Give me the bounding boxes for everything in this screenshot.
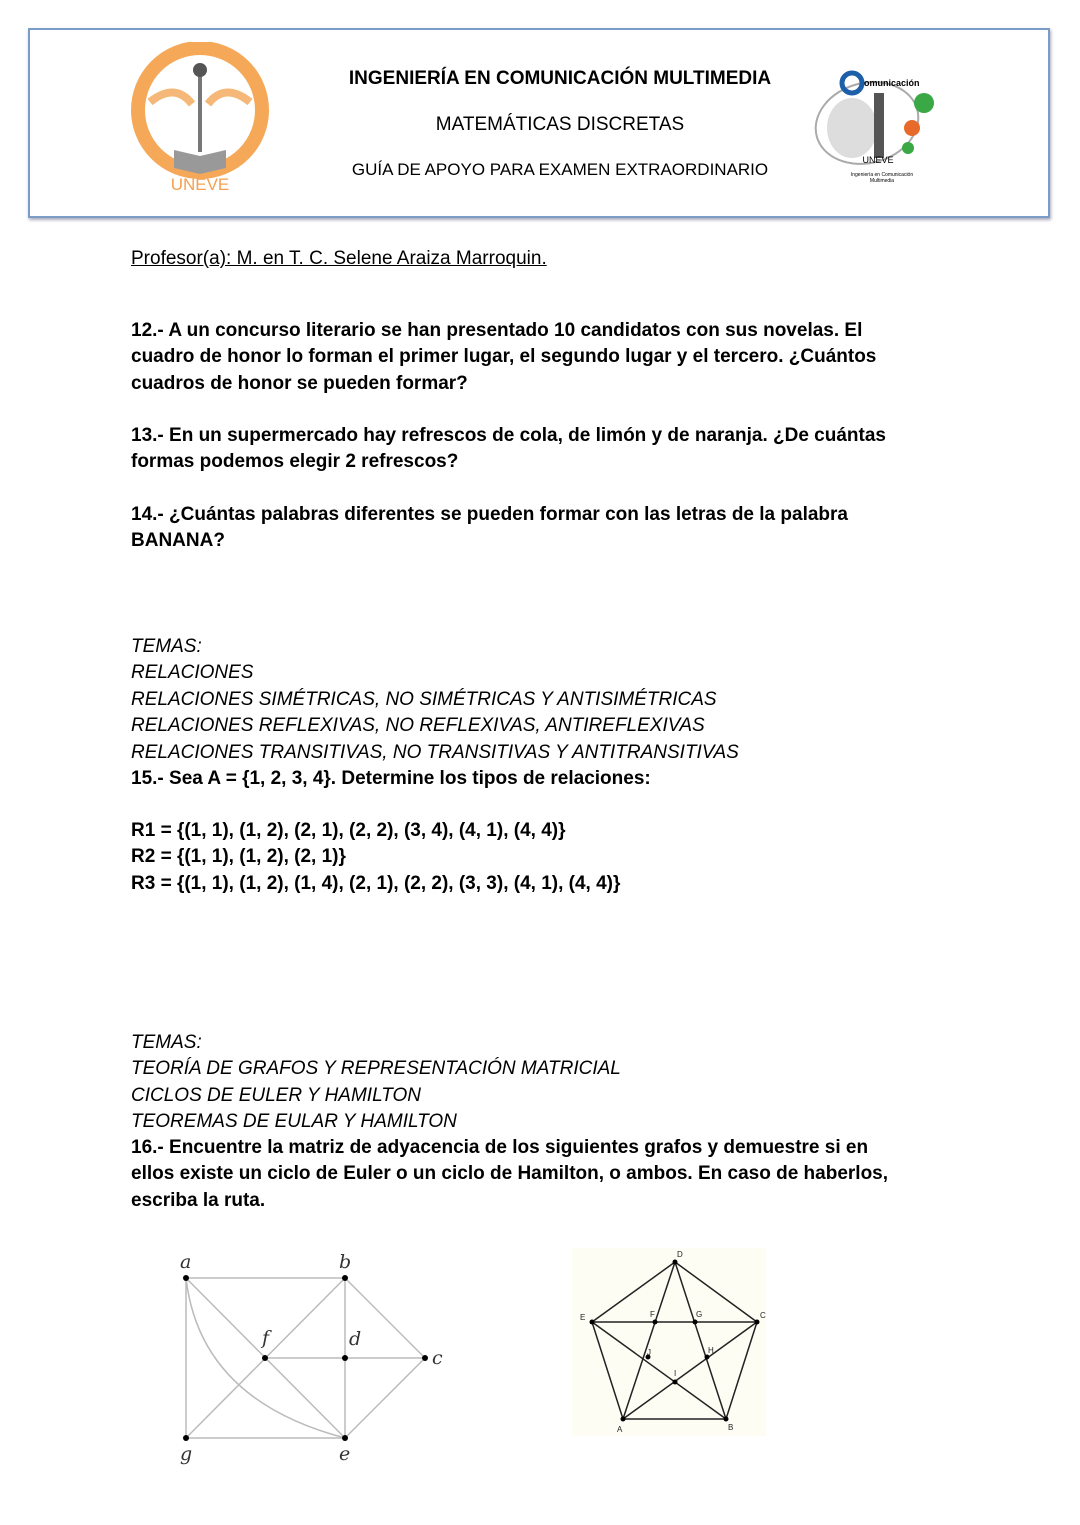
vertex-G: G xyxy=(696,1310,703,1319)
vertex-H: H xyxy=(708,1346,714,1355)
vertex-J: J xyxy=(647,1348,651,1357)
guide-title: GUÍA DE APOYO PARA EXAMEN EXTRAORDINARIO xyxy=(351,160,769,179)
uneve-acronym: UNEVE xyxy=(170,175,230,192)
question-13: 13.- En un supermercado hay refrescos de cola, de limón y de naranja. ¿De cuántas formas podemos elegir 2 refrescos? xyxy=(131,425,886,473)
svg-text:UNEVE: UNEVE xyxy=(862,155,894,165)
vertex-f: f xyxy=(262,1327,270,1349)
vertex-C: C xyxy=(760,1311,766,1320)
question-14: 14.- ¿Cuántas palabras diferentes se pueden formar con las letras de la palabra BANANA? xyxy=(131,504,848,552)
vertex-I: I xyxy=(674,1369,677,1378)
vertex-D: D xyxy=(677,1250,683,1259)
vertex-E: E xyxy=(580,1313,586,1322)
program-title: INGENIERÍA EN COMUNICACIÓN MULTIMEDIA xyxy=(348,68,772,89)
topics-graphs: TEMAS: TEORÍA DE GRAFOS Y REPRESENTACIÓN MATRICIAL CICLOS DE EULER Y HAMILTON TEOREMAS DE EULAR Y HAMILTON xyxy=(131,1032,621,1133)
question-15: 15.- Sea A = {1, 2, 3, 4}. Determine los tipos de relaciones: xyxy=(131,768,651,789)
vertex-g: g xyxy=(180,1443,193,1465)
svg-text:Ingeniería en Comunicación: Ingeniería en Comunicación xyxy=(850,172,914,178)
professor-line: Profesor(a): M. en T. C. Selene Araiza Marroquin. xyxy=(131,248,547,269)
topics-relations: TEMAS: RELACIONES RELACIONES SIMÉTRICAS, NO SIMÉTRICAS Y ANTISIMÉTRICAS RELACIONES REFLEXIVAS, NO REFLEXIVAS, ANTIREFLEXIVAS RELACIONES TRANSITIVAS, NO TRANSITIVAS Y ANTITRANSITIVAS xyxy=(131,636,739,763)
svg-text:Multimedia: Multimedia xyxy=(869,178,895,184)
vertex-c: c xyxy=(432,1347,443,1369)
vertex-F: F xyxy=(650,1310,655,1319)
question-12: 12.- A un concurso literario se han presentado 10 candidatos con sus novelas. El cuadro de honor lo forman el primer lugar, el segundo lugar y el tercero. ¿Cuántos cuadros de honor se pueden formar? xyxy=(131,320,877,394)
vertex-e: e xyxy=(339,1443,351,1465)
vertex-a: a xyxy=(180,1251,192,1273)
relations-list: R1 = {(1, 1), (1, 2), (2, 1), (2, 2), (3, 4), (4, 1), (4, 4)} R2 = {(1, 1), (1, 2), (2, 1)} R3 = {(1, 1), (1, 2), (1, 4), (2, 1), (2, 2), (3, 3), (4, 1), (4, 4)} xyxy=(131,820,621,894)
vertex-b: b xyxy=(339,1251,352,1273)
svg-text:omunicación: omunicación xyxy=(864,78,920,88)
subject-title: MATEMÁTICAS DISCRETAS xyxy=(435,114,685,135)
vertex-A: A xyxy=(617,1425,623,1434)
vertex-d: d xyxy=(349,1328,362,1350)
vertex-B: B xyxy=(728,1423,734,1432)
question-16: 16.- Encuentre la matriz de adyacencia de los siguientes grafos y demuestre si en ellos existe un ciclo de Euler o un ciclo de Hamilton, o ambos. En caso de haberlos, escriba la ruta. xyxy=(131,1137,889,1211)
